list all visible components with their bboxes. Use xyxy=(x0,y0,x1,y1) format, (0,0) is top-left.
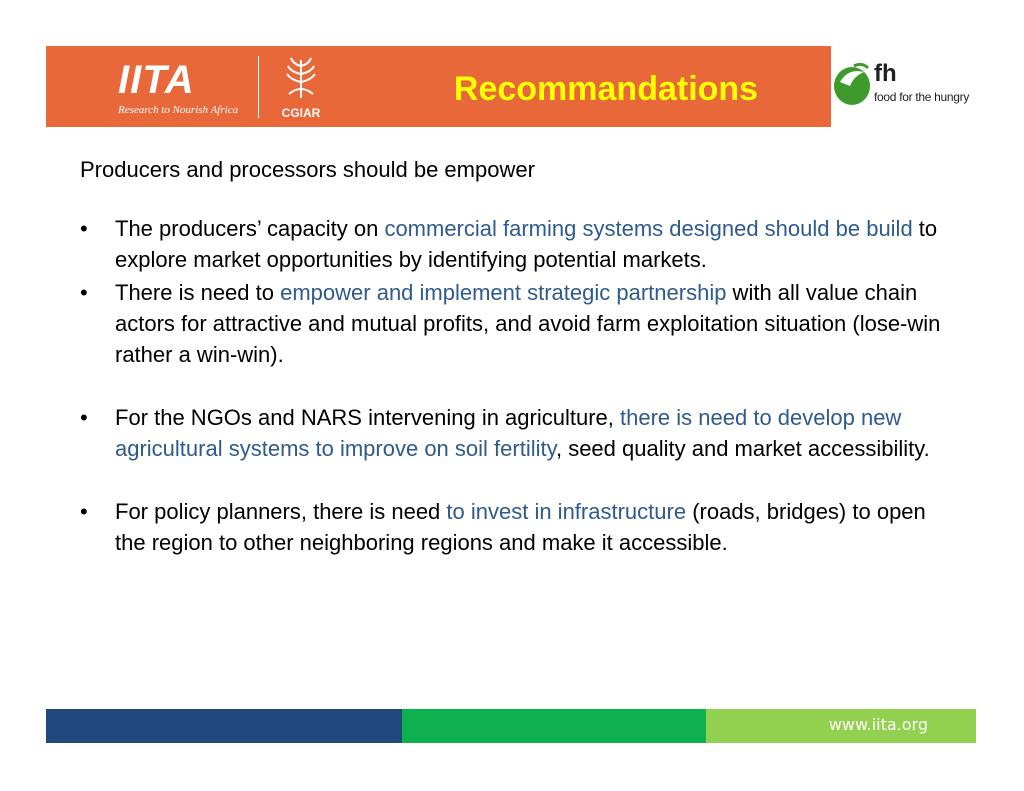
footer-url[interactable]: www.iita.org xyxy=(828,715,928,734)
bullet-highlight: commercial farming systems designed should be build xyxy=(384,216,913,241)
bullet-highlight: there is need to develop new agricultural systems to improve on soil fertility xyxy=(115,405,902,461)
bullet-dot: • xyxy=(80,499,88,524)
spacer xyxy=(80,464,950,496)
bullet-text: For the NGOs and NARS intervening in agriculture, xyxy=(115,405,621,430)
footer-bar-lightgreen xyxy=(706,709,976,743)
bullet-dot: • xyxy=(80,216,88,241)
bullet-dot: • xyxy=(80,280,88,305)
bullet-item xyxy=(80,402,950,464)
bullet-text: with all value chain actors for attractive and mutual profits, and avoid farm exploitation situation (lose-win rather a win-win). xyxy=(115,280,941,367)
bullet-highlight: empower and implement strategic partnership xyxy=(280,280,727,305)
logo-divider xyxy=(258,56,259,118)
fh-logo xyxy=(830,58,980,118)
spacer xyxy=(80,370,950,402)
iita-tagline: Research to Nourish Africa xyxy=(118,104,239,116)
iita-logo xyxy=(118,58,278,118)
bullet-text: to explore market opportunities by identifying potential markets. xyxy=(115,216,938,272)
iita-logo-text: IITA xyxy=(118,58,195,102)
bullet-dot: • xyxy=(80,405,88,430)
cgiar-label: CGIAR xyxy=(281,106,321,120)
bullet-item xyxy=(80,496,950,558)
bullet-item xyxy=(80,277,950,370)
slide-content xyxy=(80,154,950,558)
bullet-text: There is need to xyxy=(115,280,281,305)
footer-bar-navy xyxy=(46,709,402,743)
slide-title: Recommandations xyxy=(453,70,759,108)
intro-text: Producers and processors should be empower xyxy=(80,157,535,182)
bullet-text: For policy planners, there is need xyxy=(115,499,447,524)
wheat-icon xyxy=(271,54,331,102)
bullet-text: (roads, bridges) to open the region to other neighboring regions and make it accessible. xyxy=(115,499,926,555)
header-bar xyxy=(46,46,831,127)
bullet-item xyxy=(80,213,950,275)
bullet-highlight: to invest in infrastructure xyxy=(446,499,687,524)
fh-logo-letters: fh xyxy=(874,60,897,87)
bullet-text: The producers’ capacity on xyxy=(115,216,385,241)
fh-tagline: food for the hungry xyxy=(874,90,970,104)
bullet-text: , seed quality and market accessibility. xyxy=(555,436,930,461)
footer-bar-green xyxy=(402,709,706,743)
cgiar-logo xyxy=(271,54,331,120)
fh-globe-icon xyxy=(832,62,872,106)
